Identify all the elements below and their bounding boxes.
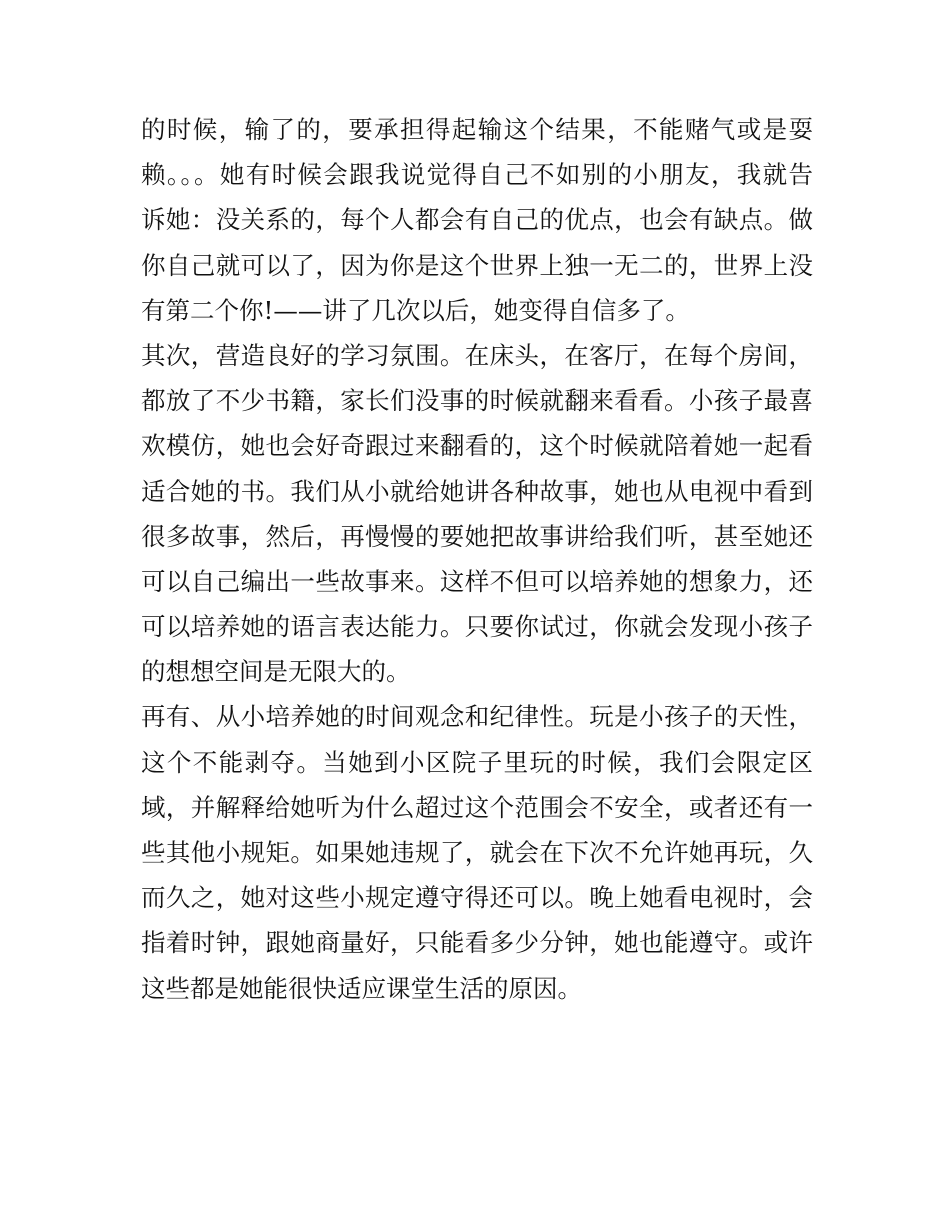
text-line: 指着时钟，跟她商量好，只能看多少分钟，她也能遵守。或许 [141, 928, 813, 958]
text-line: 有第二个你!——讲了几次以后，她变得自信多了。 [141, 295, 690, 325]
text-line: 的时候，输了的，要承担得起输这个结果，不能赌气或是耍 [141, 115, 813, 144]
text-line: 适合她的书。我们从小就给她讲各种故事，她也从电视中看到 [141, 476, 813, 506]
text-line: 的想想空间是无限大的。 [141, 657, 411, 687]
text-line: 欢模仿，她也会好奇跟过来翻看的，这个时候就陪着她一起看 [141, 431, 813, 461]
text-line: 你自己就可以了，因为你是这个世界上独一无二的，世界上没 [141, 250, 813, 280]
text-line: 这个不能剥夺。当她到小区院子里玩的时候，我们会限定区 [141, 747, 813, 777]
text-line: 其次，营造良好的学习氛围。在床头，在客厅，在每个房间， [141, 340, 813, 370]
text-line: 都放了不少书籍，家长们没事的时候就翻来看看。小孩子最喜 [141, 386, 813, 416]
paragraph-1 [141, 107, 813, 333]
text-line: 可以培养她的语言表达能力。只要你试过，你就会发现小孩子 [141, 612, 813, 642]
text-line: 些其他小规矩。如果她违规了，就会在下次不允许她再玩，久 [141, 838, 813, 867]
text-line: 域，并解释给她听为什么超过这个范围会不安全，或者还有一 [141, 792, 813, 822]
text-line: 而久之，她对这些小规定遵守得还可以。晚上她看电视时，会 [141, 883, 813, 913]
text-line: 赖。。。她有时候会跟我说觉得自己不如别的小朋友，我就告 [141, 160, 813, 190]
text-line: 可以自己编出一些故事来。这样不但可以培养她的想象力，还 [141, 566, 813, 596]
text-line: 很多故事，然后，再慢慢的要她把故事讲给我们听，甚至她还 [141, 521, 813, 551]
text-line: 这些都是她能很快适应课堂生活的原因。 [141, 973, 582, 1003]
body-text [141, 107, 813, 1011]
paragraph-3 [141, 694, 813, 1010]
paragraph-2 [141, 333, 813, 695]
text-line: 诉她：没关系的，每个人都会有自己的优点，也会有缺点。做 [141, 205, 813, 235]
text-line: 再有、从小培养她的时间观念和纪律性。玩是小孩子的天性， [141, 702, 813, 732]
